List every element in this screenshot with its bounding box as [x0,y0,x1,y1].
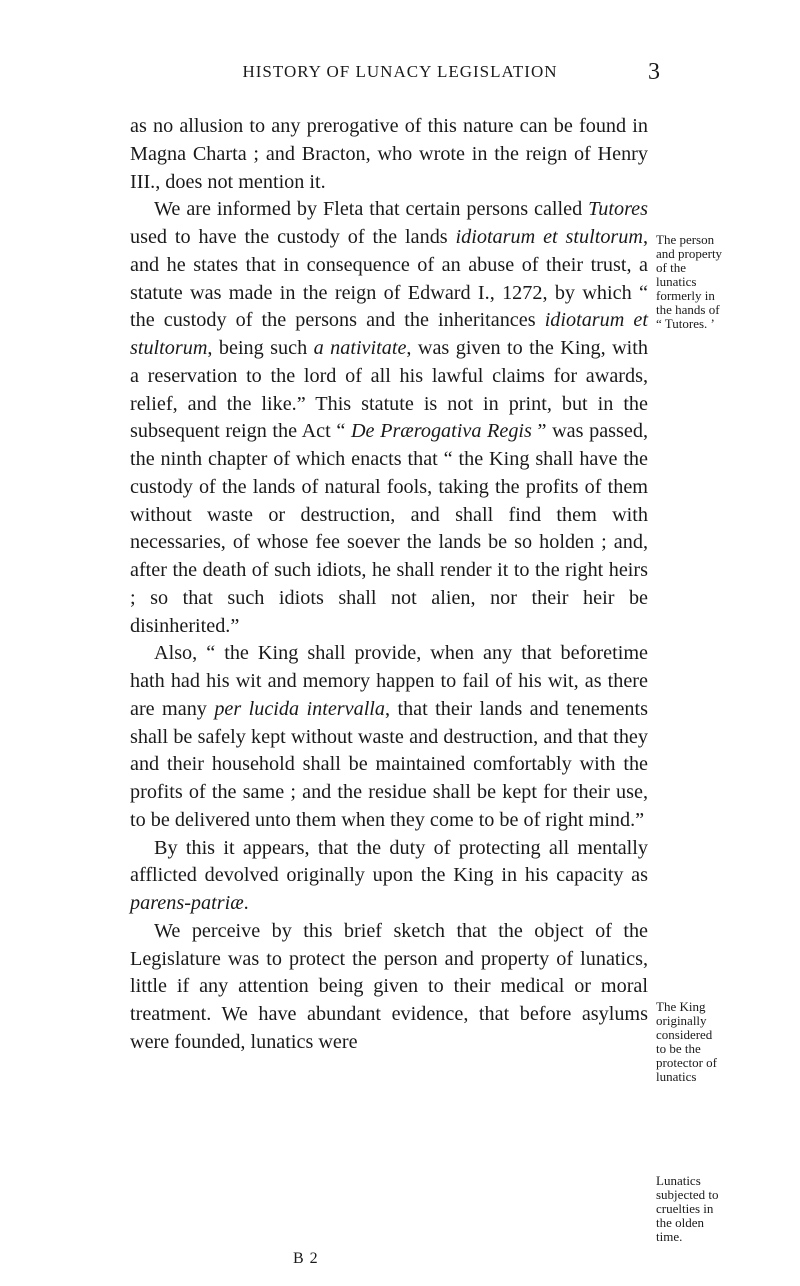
margin-note-tutores [656,233,784,331]
running-title: HISTORY OF LUNACY LEGISLATION [242,62,558,81]
margin-note-line: protector of [656,1055,718,1070]
text-run: , that their lands and tenements shall be safely kept without waste and destruction, and that they and their household shall be maintained comfortably with the profits of the same ; and the residue shall be kept for their use, to be delivered unto them when they come to be of right mind.” [130,697,648,831]
margin-note-line: of the [656,260,686,275]
margin-note-line: originally [656,1013,707,1028]
italic-phrase: Tutores [588,198,648,221]
margin-note-line: Lunatics [656,1173,701,1188]
margin-note-cruelties [656,1174,784,1244]
margin-note-line: The King [656,999,706,1014]
text-run: We perceive by this brief sketch that the object of the Legislature was to protect the person and property of lunatics, little if any attention being given to their medical or moral treatment. We have abundant evidence, that before asylums were founded, lunatics were [130,919,648,1053]
italic-phrase: idiotarum et stultorum [455,226,643,248]
margin-note-line: considered [656,1027,713,1042]
text-run: ” was passed, the ninth chapter of which enacts that “ the King shall have the custody of the lands of natural fools, taking the profits of them without waste or destruction, and shall find them with necessaries, of whose fee soever the lands be so holden ; and, after the death of such idiots, he shall render it to the right heirs ; so that such idiots shall not alien, nor their heir be disinherited.” [130,420,648,637]
text-run: used to have the custody of the lands [130,226,456,248]
running-head [0,59,800,92]
paragraph-4 [130,835,648,918]
paragraph-5 [130,918,648,1057]
text-run: , being such [207,337,314,359]
margin-note-line: and property [656,246,723,261]
signature-mark: B 2 [293,1250,319,1267]
body-text [130,113,648,1057]
margin-note-line: cruelties in [656,1201,714,1216]
paragraph-3 [130,640,648,834]
italic-phrase: a nativitate [313,337,407,359]
italic-phrase: parens-patriæ [130,892,244,914]
margin-note-line: “ Tutores. ’ [656,316,715,331]
margin-note-line: the hands of [656,302,720,317]
margin-note-line: The person [656,232,715,247]
text-run: , and he states that in consequence of an abuse of their trust, a statute was made in the reign of Edward I., 1272, by which “ the custody of the persons and the inheritances [130,226,648,332]
italic-phrase: De Prærogativa Regis [350,420,532,443]
page-number: 3 [648,59,660,85]
text-run: By this it appears, that the duty of protecting all mentally afflicted devolved originally upon the King in his capacity as [130,836,648,887]
margin-note-line: lunatics [656,274,697,289]
margin-note-line: the olden [656,1215,705,1230]
margin-note-line: to be the [656,1041,701,1056]
text-run: , was given to the King, with a reservation to the lord of all his lawful claims for awards, relief, and the like.” This statute is not in print, but in the subsequent reign the Act “ [130,337,648,443]
paragraph-2 [130,196,648,640]
margin-note-line: subjected to [656,1187,719,1202]
text-run: . [243,892,249,914]
text-run: Also, “ the King shall provide, when any that beforetime hath had his wit and memory happen to fail of his wit, as there are many [130,642,648,720]
margin-note-line: formerly in [656,288,715,303]
paragraph-1 [130,113,648,196]
text-run: as no allusion to any prerogative of this nature can be found in Magna Charta ; and Bracton, who wrote in the reign of Henry III., does not mention it. [130,115,648,193]
margin-note-line: time. [656,1229,683,1244]
margin-note-line: lunatics [656,1069,697,1084]
italic-phrase: idiotarum et stultorum [130,309,648,359]
margin-note-king-protector [656,1000,784,1084]
italic-phrase: per lucida intervalla [214,697,386,720]
text-run: We are informed by Fleta that certain persons called [154,198,589,221]
